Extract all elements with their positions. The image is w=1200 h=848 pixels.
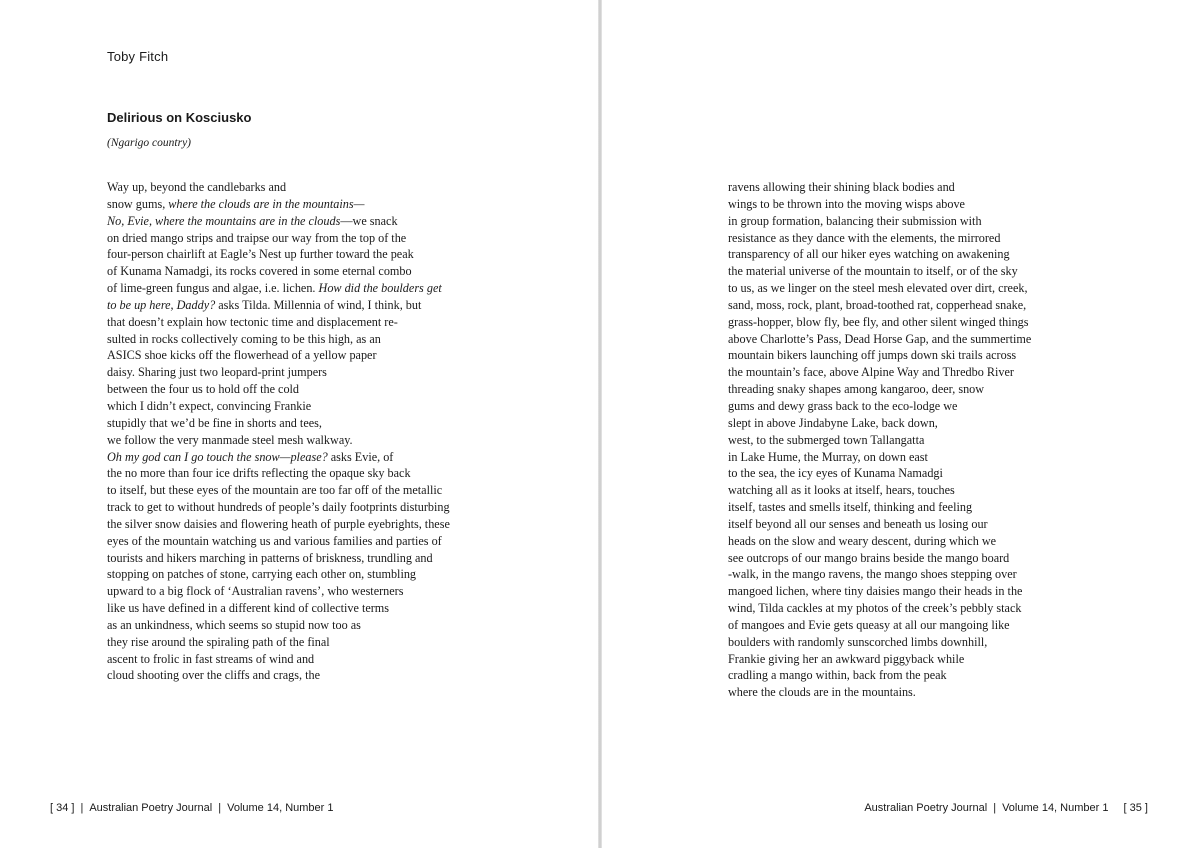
poem-line <box>728 465 1031 482</box>
poem-line <box>107 398 450 415</box>
poem-line <box>107 449 450 466</box>
poem-line <box>107 213 450 230</box>
poem-line-text: on dried mango strips and traipse our way from the top of the <box>107 230 407 245</box>
poem-line <box>107 634 450 651</box>
poem-line-text: cloud shooting over the cliffs and crags, the <box>107 668 321 683</box>
poem-line <box>107 550 450 567</box>
poem-line <box>728 667 1031 684</box>
poem-line <box>107 533 450 550</box>
poem-line-text: of lime-green fungus and algae, i.e. lichen. <box>107 281 319 296</box>
poem-line <box>728 213 1031 230</box>
poem-line <box>107 179 450 196</box>
poem-line-text: boulders with randomly sunscorched limbs downhill, <box>728 634 988 649</box>
poem-line <box>107 196 450 213</box>
left-page <box>0 0 598 848</box>
poem-line <box>728 331 1031 348</box>
poem-line-text: snow gums, <box>107 196 169 211</box>
poem-line-text: asks Tilda. Millennia of wind, I think, but <box>215 297 422 312</box>
footer-separator: | <box>218 802 222 814</box>
poem-line-text: west, to the submerged town Tallangatta <box>728 432 925 447</box>
poem-line <box>728 347 1031 364</box>
poem-line <box>107 667 450 684</box>
issue-info: Volume 14, Number 1 <box>227 802 334 814</box>
poem-line <box>728 297 1031 314</box>
poem-line-text: above Charlotte’s Pass, Dead Horse Gap, and the summertime <box>728 331 1032 346</box>
poem-line <box>107 314 450 331</box>
poem-line-text: itself, tastes and smells itself, thinking and feeling <box>728 500 973 515</box>
poem-line-text: as an unkindness, which seems so stupid now too as <box>107 617 361 632</box>
poem-line <box>107 381 450 398</box>
footer-left <box>50 802 333 814</box>
poem-line <box>107 347 450 364</box>
poem-line-text: heads on the slow and weary descent, during which we <box>728 533 997 548</box>
poem-line-text: threading snaky shapes among kangaroo, deer, snow <box>728 382 985 397</box>
poem-line-text: which I didn’t expect, convincing Frankie <box>107 398 312 413</box>
poem-line-text: itself beyond all our senses and beneath us losing our <box>728 516 988 531</box>
poem-line-text: grass-hopper, blow fly, bee fly, and other silent winged things <box>728 314 1029 329</box>
poem-line-text: where the clouds are in the mountains. <box>728 685 916 700</box>
poem-line-text: Oh my god can I go touch the snow—please? <box>107 449 328 464</box>
poem-line-text: Way up, beyond the candlebarks and <box>107 180 287 194</box>
poem-line <box>728 314 1031 331</box>
journal-name: Australian Poetry Journal <box>89 802 213 814</box>
poem-line <box>107 280 450 297</box>
poem-line-text: asks Evie, of <box>327 449 394 464</box>
poem-line-text: mangoed lichen, where tiny daisies mango their heads in the <box>728 584 1023 599</box>
poem-line <box>107 651 450 668</box>
poem-line <box>728 651 1031 668</box>
poem-line-text: of Kunama Namadgi, its rocks covered in some eternal combo <box>107 264 412 279</box>
poem-line <box>107 566 450 583</box>
poem-line-text: sulted in rocks collectively coming to be this high, as an <box>107 331 381 346</box>
footer-separator <box>1114 802 1117 814</box>
poem-line <box>728 246 1031 263</box>
poem-line-text: transparency of all our hiker eyes watching on awakening <box>728 247 1010 262</box>
poem-line-text: gums and dewy grass back to the eco-lodge we <box>728 398 958 413</box>
poem-line <box>728 263 1031 280</box>
poem-line-text: mountain bikers launching off jumps down ski trails across <box>728 348 1017 363</box>
poem-line-text: in group formation, balancing their submission with <box>728 213 982 228</box>
footer-right <box>864 802 1148 814</box>
poem-line-text: to us, as we linger on the steel mesh elevated over dirt, creek, <box>728 281 1028 296</box>
poem-body-left <box>107 179 450 684</box>
poem-subtitle: (Ngarigo country) <box>107 137 192 149</box>
poem-line-text: to itself, but these eyes of the mountain are too far off of the metallic <box>107 483 443 498</box>
poem-line-text: eyes of the mountain watching us and various families and parties of <box>107 533 442 548</box>
poem-line-text: —we snack <box>340 213 398 228</box>
poem-line-text: tourists and hikers marching in patterns of briskness, trundling and <box>107 550 433 565</box>
poem-line-text: ravens allowing their shining black bodies and <box>728 180 955 194</box>
poem-line-text: they rise around the spiraling path of the final <box>107 634 330 649</box>
poem-line-text: between the four us to hold off the cold <box>107 382 300 397</box>
poem-line <box>728 566 1031 583</box>
poem-line <box>728 432 1031 449</box>
poem-line <box>107 263 450 280</box>
author-name: Toby Fitch <box>107 49 169 64</box>
poem-line-text: No, Evie, where the mountains are in the clouds <box>107 213 341 228</box>
poem-line <box>728 600 1031 617</box>
poem-line <box>107 432 450 449</box>
poem-title: Delirious on Kosciusko <box>107 110 252 125</box>
poem-line <box>107 230 450 247</box>
poem-line-text: where the clouds are in the mountains— <box>168 196 365 211</box>
poem-line-text: to be up here, Daddy? <box>107 297 216 312</box>
poem-line <box>728 634 1031 651</box>
poem-line-text: stopping on patches of stone, carrying each other on, stumbling <box>107 567 417 582</box>
page-number: [ 34 ] <box>50 802 75 814</box>
poem-line-text: to the sea, the icy eyes of Kunama Namadgi <box>728 466 943 481</box>
poem-line <box>728 533 1031 550</box>
poem-line-text: cradling a mango within, back from the peak <box>728 668 947 683</box>
poem-line-text: the mountain’s face, above Alpine Way and Thredbo River <box>728 365 1014 380</box>
poem-line-text: the material universe of the mountain to itself, or of the sky <box>728 264 1018 279</box>
poem-line <box>728 449 1031 466</box>
poem-line <box>728 196 1031 213</box>
poem-line-text: wings to be thrown into the moving wisps above <box>728 196 965 211</box>
poem-line-text: How did the boulders get <box>318 281 442 296</box>
poem-line <box>728 684 1031 701</box>
poem-line-text: we follow the very manmade steel mesh walkway. <box>107 432 353 447</box>
poem-line-text: daisy. Sharing just two leopard-print jumpers <box>107 365 327 380</box>
issue-info: Volume 14, Number 1 <box>1002 802 1109 814</box>
poem-line <box>728 415 1031 432</box>
poem-line-text: upward to a big flock of ‘Australian ravens’, who westerners <box>107 584 404 599</box>
poem-line-text: sand, moss, rock, plant, broad-toothed rat, copperhead snake, <box>728 297 1027 312</box>
footer-separator: | <box>80 802 84 814</box>
poem-line <box>728 499 1031 516</box>
poem-line <box>728 550 1031 567</box>
poem-line <box>107 583 450 600</box>
poem-line <box>107 465 450 482</box>
poem-line <box>107 415 450 432</box>
poem-line-text: like us have defined in a different kind of collective terms <box>107 601 390 616</box>
poem-line-text: see outcrops of our mango brains beside the mango board <box>728 550 1010 565</box>
poem-line <box>107 246 450 263</box>
poem-line-text: the silver snow daisies and flowering heath of purple eyebrights, these <box>107 516 450 531</box>
journal-name: Australian Poetry Journal <box>864 802 988 814</box>
poem-line <box>107 297 450 314</box>
poem-line-text: ascent to frolic in fast streams of wind and <box>107 651 315 666</box>
poem-line-text: wind, Tilda cackles at my photos of the creek’s pebbly stack <box>728 601 1022 616</box>
poem-line <box>107 617 450 634</box>
poem-line <box>107 482 450 499</box>
poem-line <box>728 280 1031 297</box>
poem-body-right <box>728 179 1031 701</box>
poem-line <box>107 516 450 533</box>
poem-line-text: track to get to without hundreds of people’s daily footprints disturbing <box>107 500 450 515</box>
poem-line <box>728 398 1031 415</box>
poem-line-text: in Lake Hume, the Murray, on down east <box>728 449 928 464</box>
poem-line-text: the no more than four ice drifts reflecting the opaque sky back <box>107 466 411 481</box>
right-page <box>602 0 1200 848</box>
footer-separator: | <box>993 802 997 814</box>
poem-line <box>728 617 1031 634</box>
poem-line-text: watching all as it looks at itself, hears, touches <box>728 483 955 498</box>
poem-line-text: of mangoes and Evie gets queasy at all our mangoing like <box>728 617 1010 632</box>
poem-line-text: stupidly that we’d be fine in shorts and tees, <box>107 415 322 430</box>
poem-line-text: -walk, in the mango ravens, the mango shoes stepping over <box>728 567 1017 582</box>
poem-line-text: that doesn’t explain how tectonic time and displacement re- <box>107 314 398 329</box>
poem-line <box>728 482 1031 499</box>
poem-line-text: four-person chairlift at Eagle’s Nest up further toward the peak <box>107 247 414 262</box>
poem-line <box>107 331 450 348</box>
poem-line <box>728 516 1031 533</box>
poem-line <box>728 381 1031 398</box>
poem-line-text: ASICS shoe kicks off the flowerhead of a yellow paper <box>107 348 377 363</box>
poem-line <box>107 364 450 381</box>
poem-line-text: Frankie giving her an awkward piggyback while <box>728 651 965 666</box>
poem-line <box>728 583 1031 600</box>
page-number: [ 35 ] <box>1123 802 1148 814</box>
poem-line-text: resistance as they dance with the elements, the mirrored <box>728 230 1001 245</box>
poem-line <box>107 499 450 516</box>
poem-line <box>728 364 1031 381</box>
poem-line <box>728 179 1031 196</box>
poem-line <box>107 600 450 617</box>
poem-line-text: slept in above Jindabyne Lake, back down, <box>728 415 938 430</box>
poem-line <box>728 230 1031 247</box>
